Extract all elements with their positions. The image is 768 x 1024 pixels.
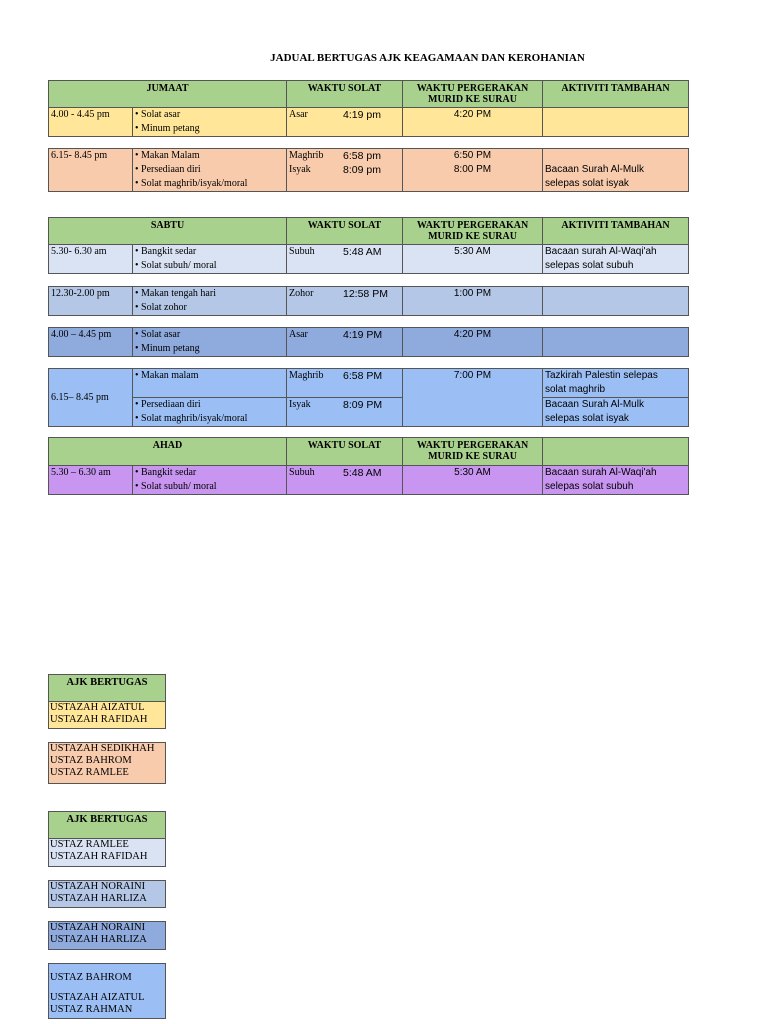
ajk-group-5: USTAZAH NORAINI USTAZAH HARLIZA (48, 921, 166, 950)
activity-list: • Makan tengah hari • Solat zohor (133, 287, 287, 316)
time-slot: 6.15- 8.45 pm (49, 149, 133, 192)
table-row (49, 245, 689, 274)
activity-list: • Solat asar • Minum petang (133, 328, 287, 357)
ajk-header-2: AJK BERTUGAS (48, 811, 166, 839)
header-day: JUMAAT (49, 81, 287, 108)
activity-list: • Bangkit sedar • Solat subuh/ moral (133, 466, 287, 495)
movement-time: 5:30 AM (403, 245, 543, 274)
header-waktu-pergerakan: WAKTU PERGERAKAN MURID KE SURAU (403, 438, 543, 466)
time-slot: 4.00 – 4.45 pm (49, 328, 133, 357)
activity-list: • Bangkit sedar • Solat subuh/ moral (133, 245, 287, 274)
activity-list: • Makan malam (133, 369, 287, 398)
header-waktu-pergerakan: WAKTU PERGERAKAN MURID KE SURAU (403, 218, 543, 245)
sabtu-table (48, 217, 689, 274)
ajk-group-2: USTAZAH SEDIKHAH USTAZ BAHROM USTAZ RAMLEE (48, 742, 166, 784)
movement-time: 6:50 PM 8:00 PM (403, 149, 543, 192)
time-slot: 5.30- 6.30 am (49, 245, 133, 274)
jumaat-table (48, 80, 689, 137)
prayer-time: Subuh 5:48 AM (287, 245, 403, 274)
header-aktiviti-empty (543, 438, 689, 466)
activity-list: • Persediaan diri • Solat maghrib/isyak/moral (133, 398, 287, 427)
table-row (49, 108, 689, 137)
sabtu-table-4 (48, 368, 689, 427)
header-waktu-solat: WAKTU SOLAT (287, 81, 403, 108)
prayer-time: Subuh 5:48 AM (287, 466, 403, 495)
ajk-group-1: USTAZAH AIZATUL USTAZAH RAFIDAH (48, 701, 166, 729)
table-row (49, 287, 689, 316)
movement-time: 4:20 PM (403, 108, 543, 137)
ahad-table (48, 437, 689, 495)
movement-time: 7:00 PM (403, 369, 543, 427)
ajk-group-3: USTAZ RAMLEE USTAZAH RAFIDAH (48, 838, 166, 867)
jumaat-table-2 (48, 148, 689, 192)
prayer-time: Zohor 12:58 PM (287, 287, 403, 316)
extra-activity: Bacaan surah Al-Waqi'ah selepas solat subuh (543, 466, 689, 495)
extra-activity (543, 287, 689, 316)
ajk-header: AJK BERTUGAS (48, 674, 166, 702)
movement-time: 4:20 PM (403, 328, 543, 357)
header-aktiviti: AKTIVITI TAMBAHAN (543, 218, 689, 245)
table-row (49, 149, 689, 192)
sabtu-table-2 (48, 286, 689, 316)
extra-activity (543, 328, 689, 357)
extra-activity: Tazkirah Palestin selepas solat maghrib (543, 369, 689, 398)
extra-activity (543, 108, 689, 137)
prayer-time: Isyak 8:09 PM (287, 398, 403, 427)
header-day: SABTU (49, 218, 287, 245)
header-waktu-pergerakan: WAKTU PERGERAKAN MURID KE SURAU (403, 81, 543, 108)
time-slot: 12.30-2.00 pm (49, 287, 133, 316)
activity-list: • Solat asar • Minum petang (133, 108, 287, 137)
ajk-group-4: USTAZAH NORAINI USTAZAH HARLIZA (48, 880, 166, 908)
jumaat-header-row (49, 81, 689, 108)
extra-activity: Bacaan Surah Al-Mulk selepas solat isyak (543, 149, 689, 192)
time-slot: 5.30 – 6.30 am (49, 466, 133, 495)
sabtu-header-row (49, 218, 689, 245)
ajk-group-6: USTAZ BAHROM USTAZAH AIZATUL USTAZ RAHMAN (48, 963, 166, 1019)
sabtu-table-3 (48, 327, 689, 357)
activity-list: • Makan Malam • Persediaan diri • Solat maghrib/isyak/moral (133, 149, 287, 192)
extra-activity: Bacaan surah Al-Waqi'ah selepas solat subuh (543, 245, 689, 274)
extra-activity: Bacaan Surah Al-Mulk selepas solat isyak (543, 398, 689, 427)
header-day: AHAD (49, 438, 287, 466)
page-title: JADUAL BERTUGAS AJK KEAGAMAAN DAN KEROHANIAN (270, 52, 585, 64)
table-row (49, 369, 689, 398)
prayer-time: Asar 4:19 PM (287, 328, 403, 357)
header-aktiviti: AKTIVITI TAMBAHAN (543, 81, 689, 108)
header-waktu-solat: WAKTU SOLAT (287, 438, 403, 466)
time-slot: 4.00 - 4.45 pm (49, 108, 133, 137)
movement-time: 5:30 AM (403, 466, 543, 495)
table-row (49, 398, 689, 427)
time-slot: 6.15– 8.45 pm (49, 369, 133, 427)
ahad-header-row (49, 438, 689, 466)
prayer-time: Maghrib 6:58 PM (287, 369, 403, 398)
header-waktu-solat: WAKTU SOLAT (287, 218, 403, 245)
prayer-time: Maghrib 6:58 pm Isyak 8:09 pm (287, 149, 403, 192)
movement-time: 1:00 PM (403, 287, 543, 316)
table-row (49, 328, 689, 357)
prayer-time: Asar 4:19 pm (287, 108, 403, 137)
table-row (49, 466, 689, 495)
